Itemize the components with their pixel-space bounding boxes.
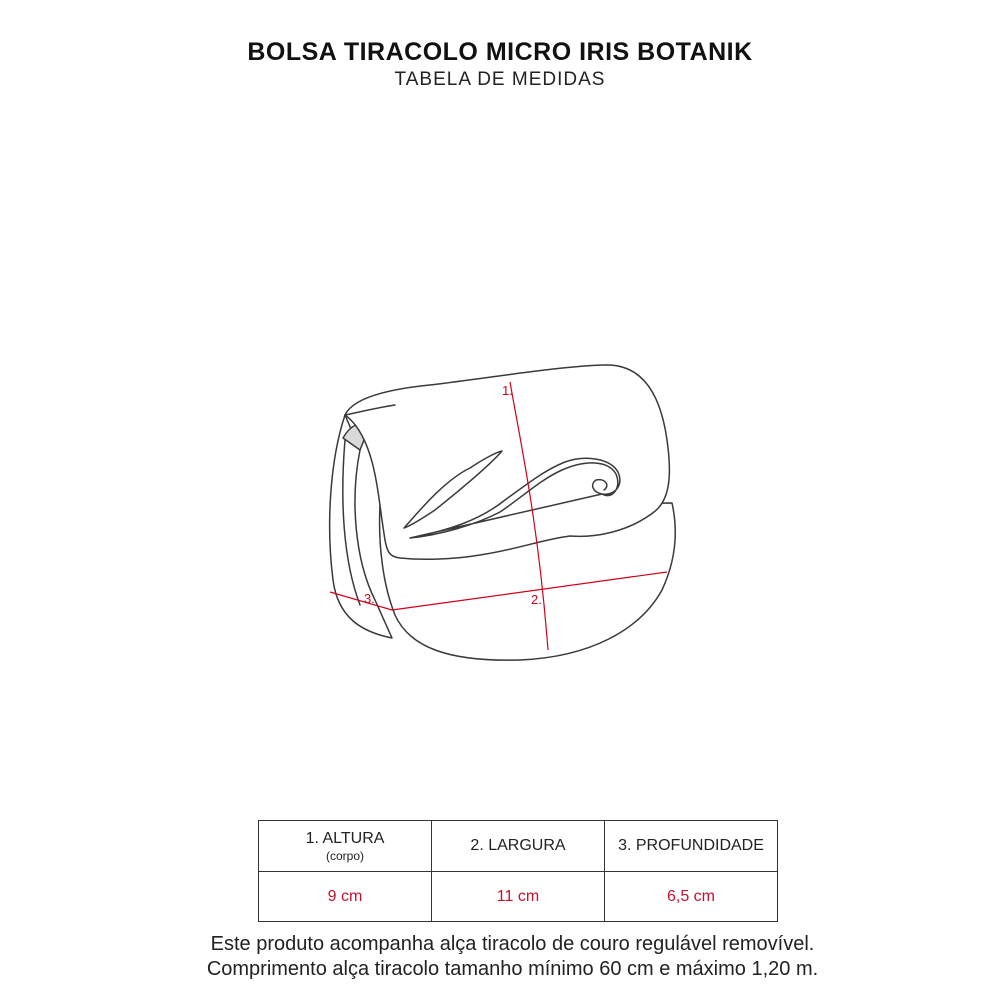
value-altura: 9 cm [259,872,432,922]
table-values-row [259,872,778,922]
marker-largura: 2. [531,592,542,607]
header-altura: 1. ALTURA (corpo) [259,821,432,872]
header-profundidade: 3. PROFUNDIDADE [605,821,778,872]
table-header-row [259,821,778,872]
marker-profundidade: 3. [364,591,375,606]
header-largura: 2. LARGURA [432,821,605,872]
measurements-table [258,820,778,922]
value-largura: 11 cm [432,872,605,922]
value-profundidade: 6,5 cm [605,872,778,922]
strap-note-line-1: Este produto acompanha alça tiracolo de couro regulável removível. [210,933,815,955]
strap-note-line-2: Comprimento alça tiracolo tamanho mínimo 60 cm e máximo 1,20 m. [206,958,819,980]
header-altura-note: (corpo) [325,848,364,863]
measurements-subtitle: TABELA DE MEDIDAS [394,69,606,90]
marker-altura: 1. [502,383,513,398]
product-title: BOLSA TIRACOLO MICRO IRIS BOTANIK [247,38,753,66]
